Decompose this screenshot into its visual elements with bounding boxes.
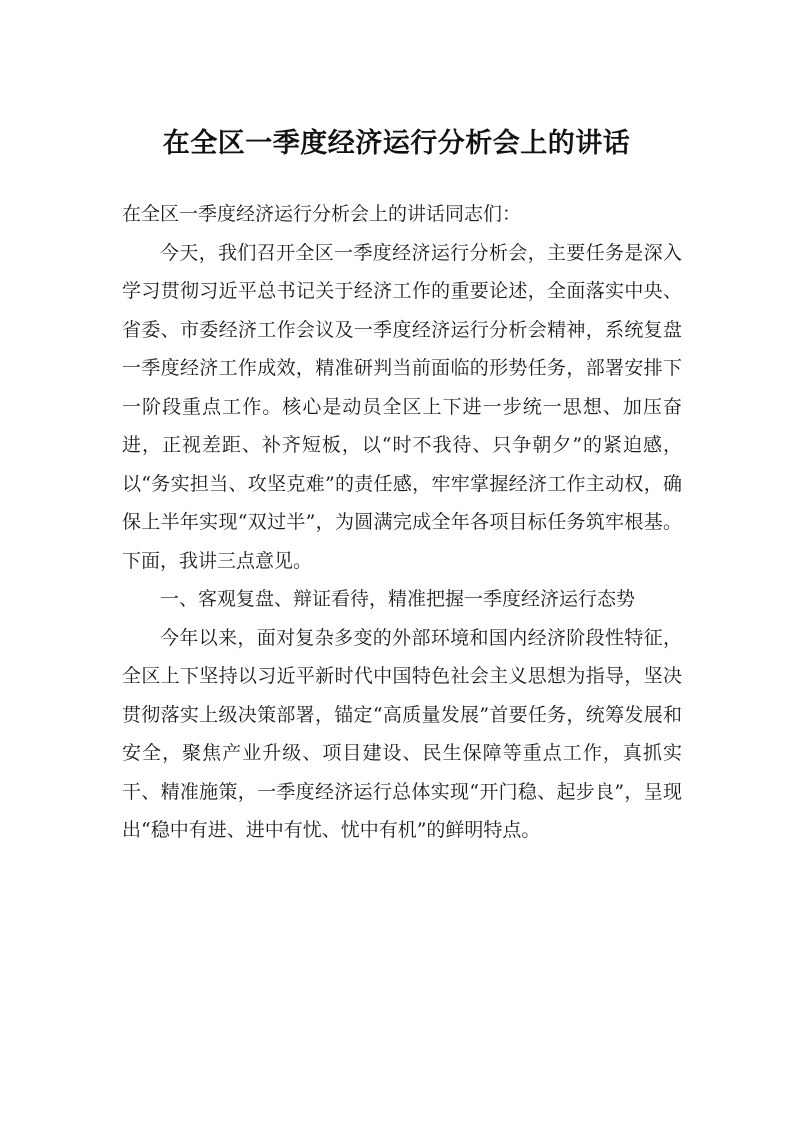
document-body xyxy=(122,195,682,850)
section-paragraph-1: 今年以来，面对复杂多变的外部环境和国内经济阶段性特征，全区上下坚持以习近平新时代中国特色社会主义思想为指导，坚决贯彻落实上级决策部署，锚定“高质量发展”首要任务，统筹发展和安全，聚焦产业升级、项目建设、民生保障等重点工作，真抓实干、精准施策，一季度经济运行总体实现“开门稳、起步良”，呈现出“稳中有进、进中有忧、忧中有机”的鲜明特点。 xyxy=(122,626,682,841)
section-heading-1: 一、客观复盘、辩证看待，精准把握一季度经济运行态势 xyxy=(160,588,636,610)
intro-paragraph: 今天，我们召开全区一季度经济运行分析会，主要任务是深入学习贯彻习近平总书记关于经济工作的重要论述，全面落实中央、省委、市委经济工作会议及一季度经济运行分析会精神，系统复盘一季度经济工作成效，精准研判当前面临的形势任务，部署安排下一阶段重点工作。核心是动员全区上下进一步统一思想、加压奋进，正视差距、补齐短板，以“时不我待、只争朝夕”的紧迫感，以“务实担当、攻坚克难”的责任感，牢牢掌握经济工作主动权，确保上半年实现“双过半”，为圆满完成全年各项目标任务筑牢根基。下面，我讲三点意见。 xyxy=(122,241,682,572)
document-title: 在全区一季度经济运行分析会上的讲话 xyxy=(162,128,631,159)
salutation-paragraph: 在全区一季度经济运行分析会上的讲话同志们： xyxy=(122,203,522,225)
